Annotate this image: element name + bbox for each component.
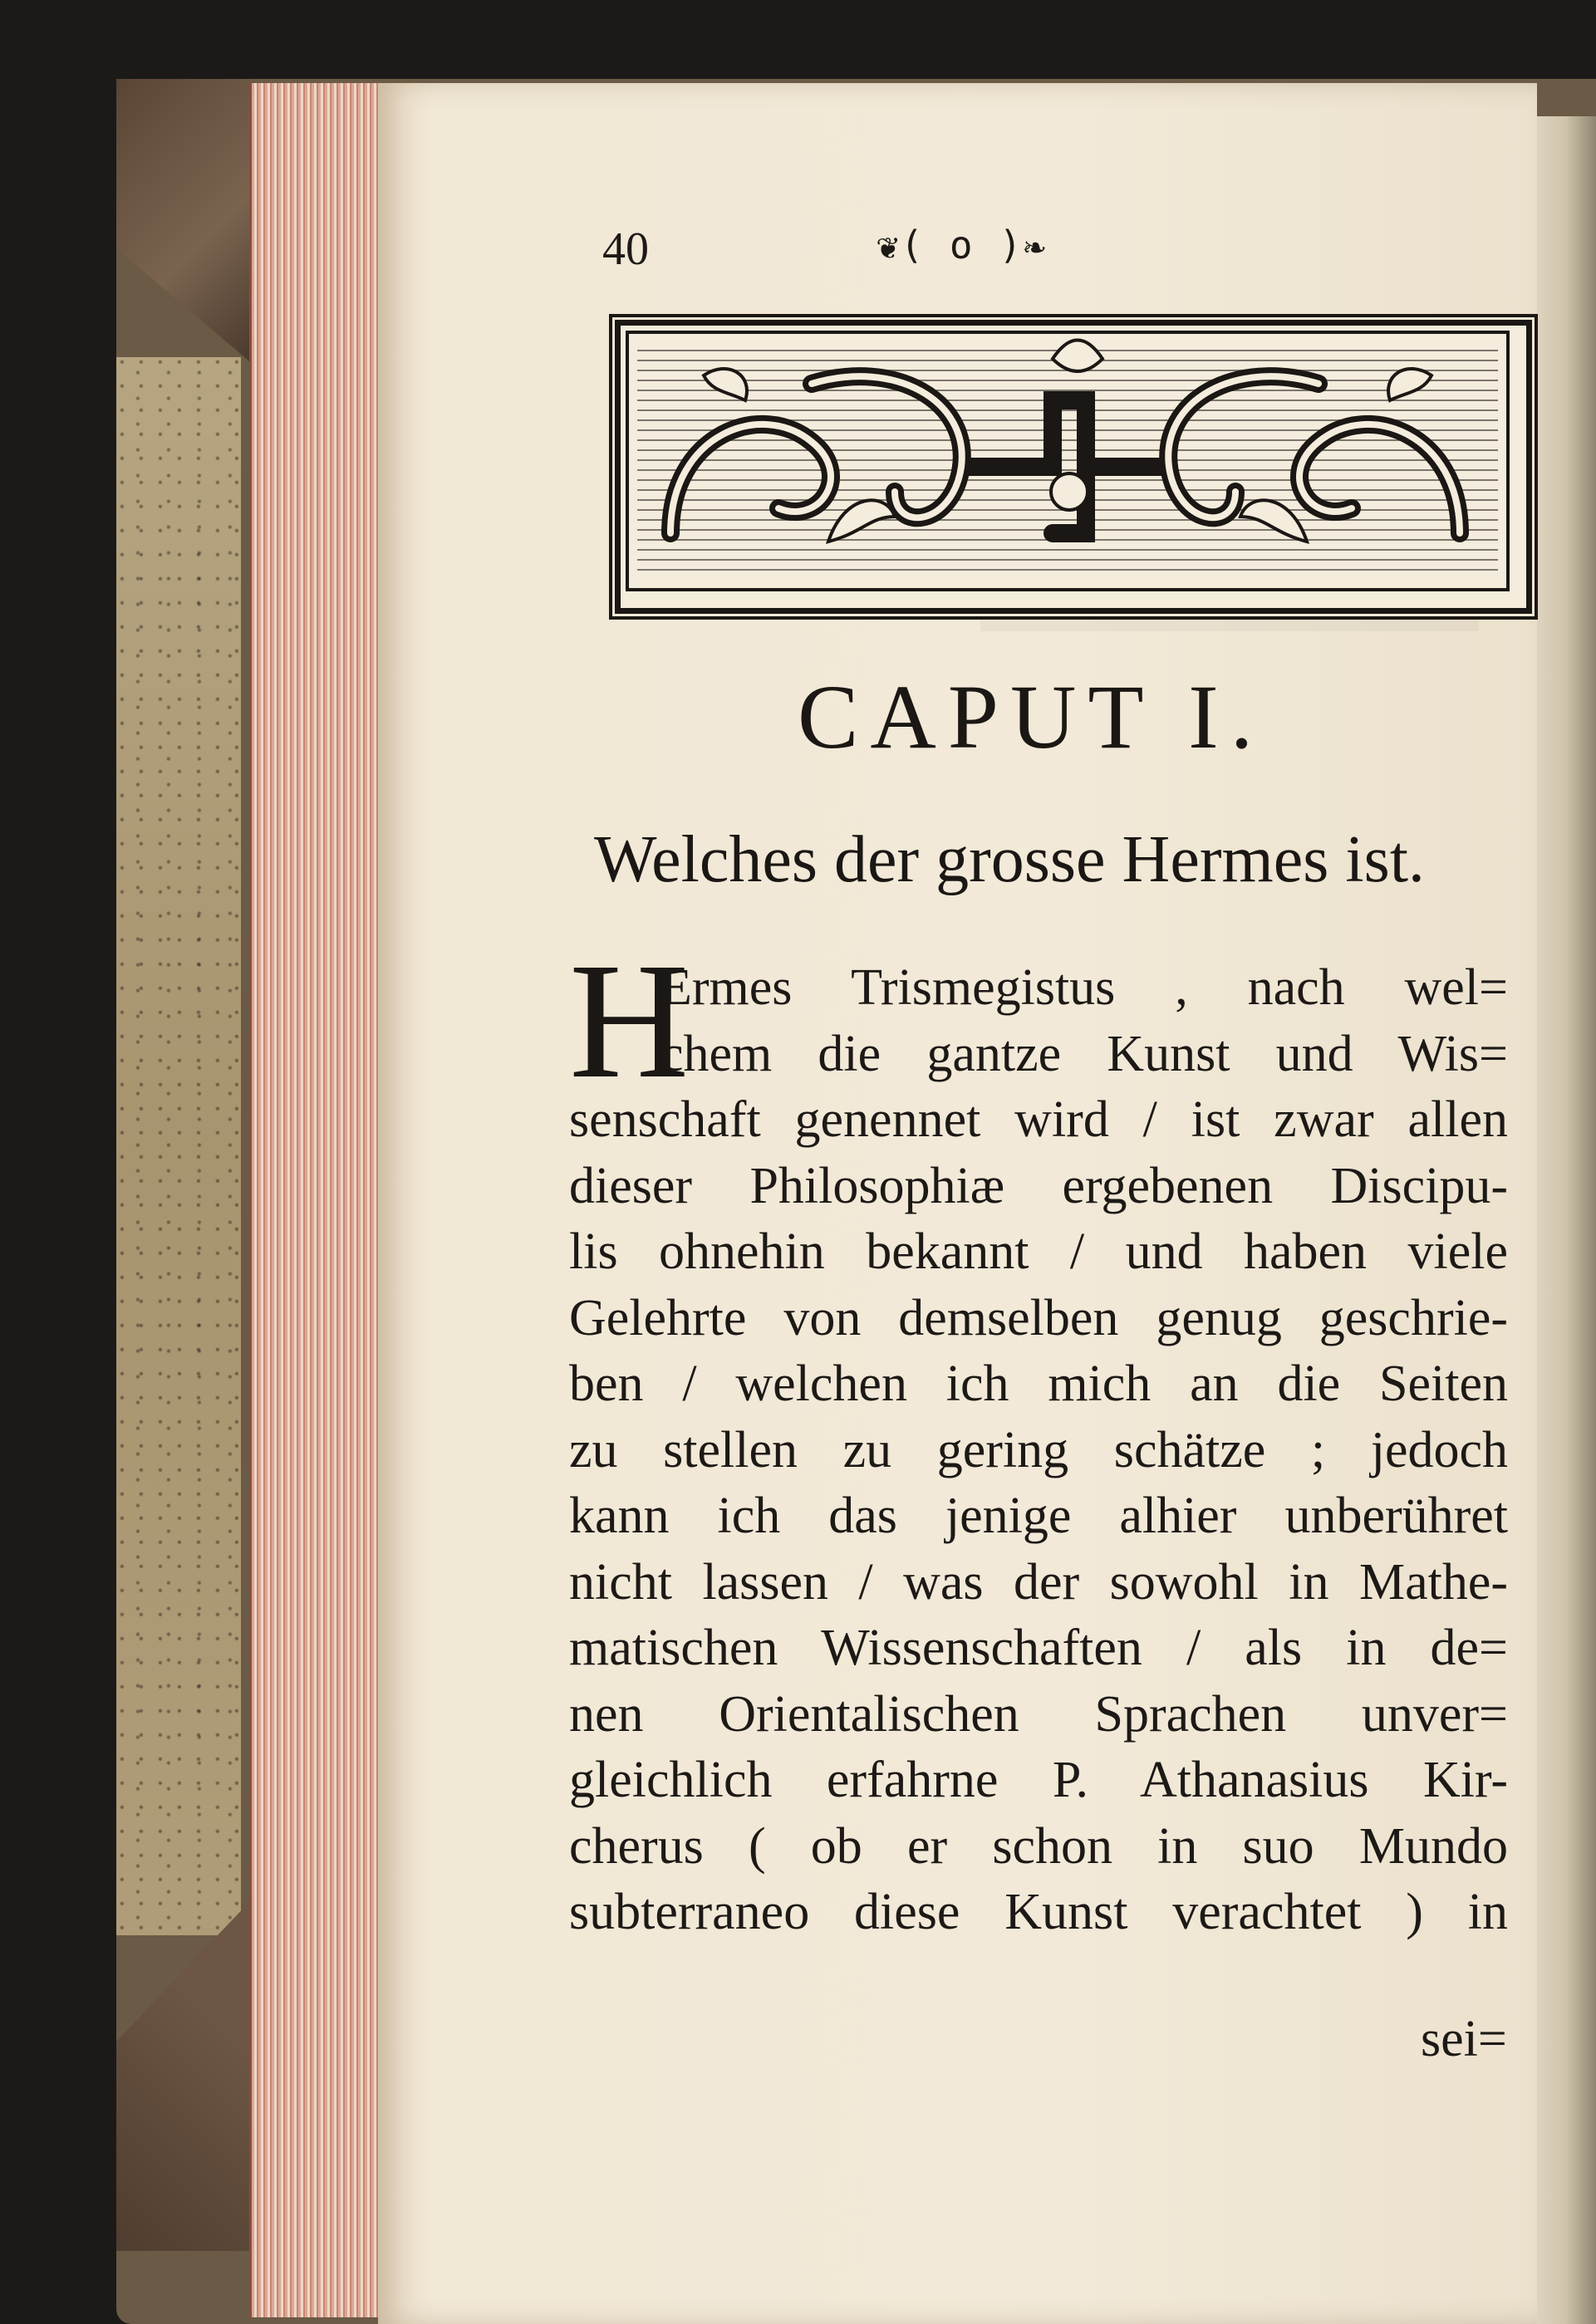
page-number: 40 xyxy=(602,223,649,275)
chapter-subtitle: Welches der grosse Hermes ist. xyxy=(594,823,1425,896)
drop-cap: H xyxy=(569,929,690,1113)
text-line: dieser Philosophiæ ergebenen Discipu- xyxy=(569,1157,1508,1214)
text-line: gleichlich erfahrne P. Athanasius Kir- xyxy=(569,1752,1508,1808)
page-header xyxy=(602,223,1267,297)
running-head xyxy=(877,223,1047,267)
text-line: ben / welchen ich mich an die Seiten xyxy=(569,1356,1508,1412)
body-text xyxy=(569,929,1508,1946)
running-head-text: ( o ) xyxy=(900,223,1024,267)
chapter-title: CAPUT I. xyxy=(798,666,1265,767)
text-line: Ermes Trismegistus , nach wel= xyxy=(660,959,1508,1016)
text-line: matischen Wissenschaften / als in de= xyxy=(569,1620,1508,1676)
fleuron-left-icon: ❦ xyxy=(877,225,901,267)
red-page-edges xyxy=(249,83,385,2317)
text-line: kann ich das jenige alhier unberühret xyxy=(569,1488,1508,1544)
text-line: nicht lassen / was der sowohl in Mathe- xyxy=(569,1553,1508,1611)
text-line: Gelehrte von demselben genug geschrie- xyxy=(569,1289,1508,1346)
text-line: subterraneo diese Kunst verachtet ) in xyxy=(569,1884,1508,1940)
ornamental-woodcut-headpiece-icon xyxy=(615,320,1532,614)
text-line: zu stellen zu gering schätze ; jedoch xyxy=(569,1421,1508,1478)
text-line: chem die gantze Kunst und Wis= xyxy=(660,1025,1508,1082)
catchword: sei= xyxy=(1421,2011,1507,2067)
text-line: lis ohnehin bekannt / und haben viele xyxy=(569,1223,1508,1280)
marbled-paper-cover xyxy=(116,357,241,1935)
text-line: cherus ( ob er schon in suo Mundo xyxy=(569,1817,1508,1875)
text-line: senschaft genennet wird / ist zwar allen xyxy=(569,1091,1508,1148)
text-line: nen Orientalischen Sprachen unver= xyxy=(569,1685,1508,1743)
fleuron-right-icon: ❧ xyxy=(1023,225,1048,267)
